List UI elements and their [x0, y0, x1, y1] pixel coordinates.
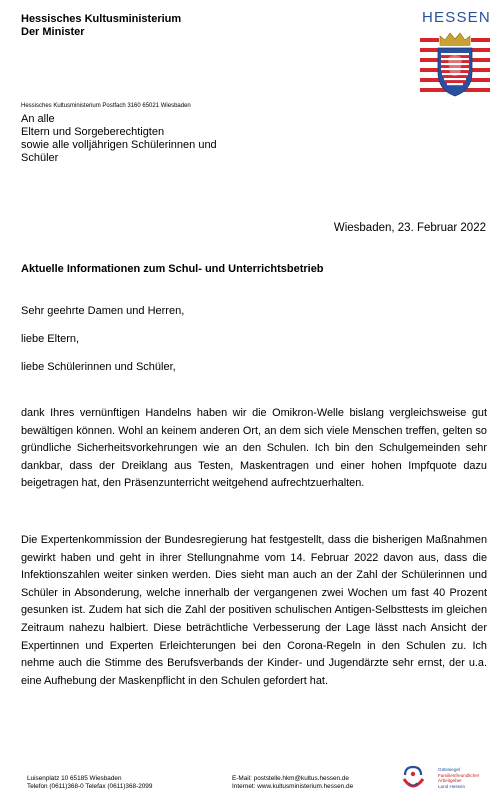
letterhead-sender [21, 13, 181, 39]
hessen-crest-logo [420, 28, 490, 100]
body-paragraph: dank Ihres vernünftigen Handelns haben wir die Omikron-Welle bislang vergleichsweise gut bewältigen können. Wohl an keinem anderen Ort, an dem sich viele Menschen treffen, gelten so gründliche Sicherheitsvorkehrungen wie an den Schulen. Ich bin den Schulgemeinden sehr dankbar, dass der Dreiklang aus Testen, Maskentragen und einer hohen Impfquote dazu beigetragen hat, den Präsenzunterricht weitgehend aufrechtzuerhalten. [21, 407, 487, 490]
minister-role: Der Minister [21, 26, 85, 38]
footer-phone-line: Telefon (0611)368-0 Telefax (0611)368-2099 [27, 783, 153, 790]
letter-subject: Aktuelle Informationen zum Schul- und Unterrichtsbetrieb [21, 263, 324, 275]
recipient-line: sowie alle volljährigen Schülerinnen und [21, 139, 217, 151]
ministry-name: Hessisches Kultusministerium [21, 13, 182, 25]
footer-contact [232, 775, 353, 791]
seal-line: Land Hessen [438, 783, 466, 789]
seal-caption [438, 767, 479, 789]
footer-email-line: E-Mail: poststelle.hkm@kultus.hessen.de [232, 775, 349, 782]
body-paragraph: Die Expertenkommission der Bundesregierung hat festgestellt, dass die bisherigen Maßnahmen gewirkt haben und geht in ihrer Stellungnahme vom 14. Februar 2022 davon aus, dass die Infektionszahlen weiter sinken werden. Dies sieht man auch an der Zahl der Schülerinnen und Schüler in Absonderung, welche innerhalb der vergangenen zwei Wochen um fast 40 Prozent gesunken ist. Zudem hat sich die Zahl der positiven schulischen Antigen-Selbsttests im gleichen Zeitraum nahezu halbiert. Diese beträchtliche Verbesserung der Lage lässt nach Ansicht der Expertinnen und Experten Erleichterungen bei den Corona-Regeln in den Schulen zu. Ich nehme auch die Stimme des Berufsverbands der Kinder- und Jugendärzte sehr ernst, der u.a. eine Aufhebung der Maskenpflicht in den Schulen gefordert hat. [21, 534, 487, 687]
hessen-wordmark: HESSEN [422, 9, 491, 26]
recipient-line: Schüler [21, 152, 59, 164]
recipient-line: Eltern und Sorgeberechtigten [21, 126, 165, 138]
recipient-block [21, 113, 217, 165]
salutation-line: liebe Schülerinnen und Schüler, [21, 361, 176, 373]
seal-line: Arbeitgeber [438, 778, 462, 784]
seal-line: Familienfreundlicher [438, 772, 480, 778]
recipient-line: An alle [21, 113, 55, 125]
salutation-line: Sehr geehrte Damen und Herren, [21, 305, 185, 317]
salutation-line: liebe Eltern, [21, 333, 80, 345]
footer-address-line: Luisenplatz 10 65185 Wiesbaden [27, 775, 122, 782]
return-address: Hessisches Kultusministerium Postfach 3160 65021 Wiesbaden [21, 103, 191, 109]
letter-date: Wiesbaden, 23. Februar 2022 [333, 222, 486, 234]
footer-address [27, 775, 152, 791]
seal-line: Gütesiegel [438, 767, 460, 772]
footer-internet-line: Internet: www.kultusministerium.hessen.de [232, 783, 354, 790]
